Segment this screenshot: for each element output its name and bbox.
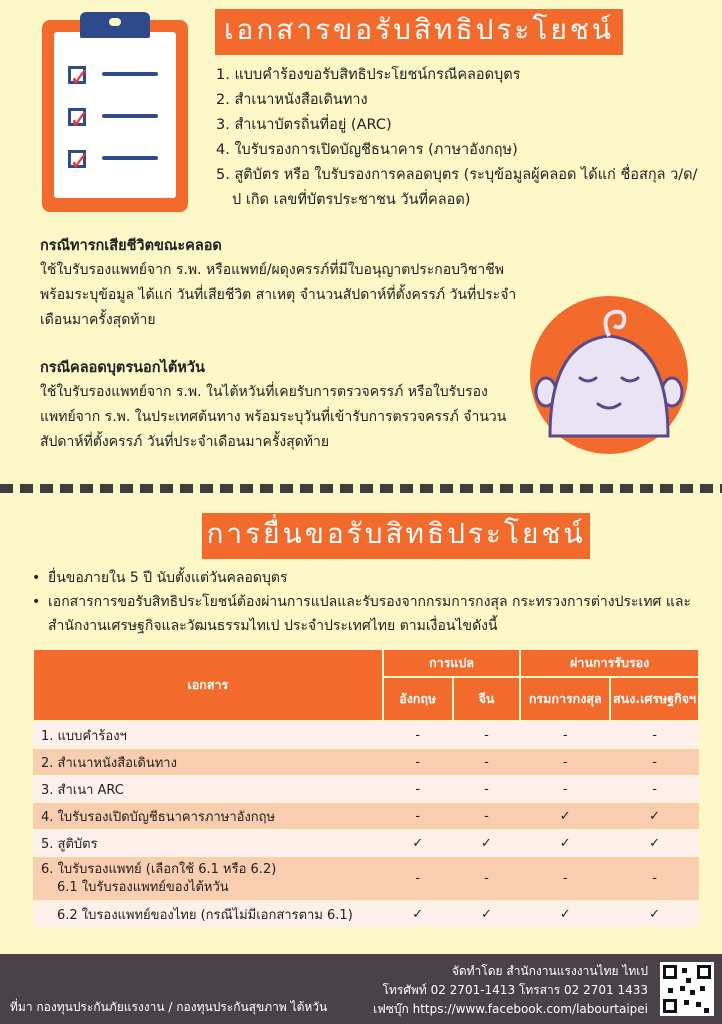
table-row [33, 857, 699, 901]
mark-cell: ✓ [383, 901, 453, 928]
mark-cell: - [610, 721, 699, 749]
mark-cell: ✓ [610, 830, 699, 857]
table-row [33, 901, 699, 928]
list-item: 1. แบบคำร้องขอรับสิทธิประโยชน์กรณีคลอดบุตร [216, 67, 521, 83]
group-header-translation: การแปล [383, 649, 521, 677]
row-document: 4. ใบรับรองเปิดบัญชีธนาคารภาษาอังกฤษ [33, 803, 383, 830]
list-item: 2. สำเนาหนังสือเดินทาง [216, 92, 368, 108]
mark-cell: - [453, 776, 521, 803]
mark-cell: - [453, 803, 521, 830]
mark-cell: - [610, 857, 699, 901]
qr-code-icon[interactable] [660, 962, 714, 1016]
row-document: 5. สูติบัตร [33, 830, 383, 857]
mark-cell: - [520, 721, 610, 749]
list-item: • ยื่นขอภายใน 5 ปี นับตั้งแต่วันคลอดบุตร [30, 566, 700, 590]
column-header-document: เอกสาร [33, 649, 383, 721]
row-document: 1. แบบคำร้องฯ [33, 721, 383, 749]
mark-cell: - [520, 749, 610, 776]
mark-cell: ✓ [383, 830, 453, 857]
documents-title: เอกสารขอรับสิทธิประโยชน์ [215, 9, 623, 55]
contact-info [373, 962, 648, 1019]
mark-cell: - [610, 776, 699, 803]
section-body: ใช้ใบรับรองแพทย์จาก ร.พ. หรือแพทย์/ผดุงครรภ์ที่มีใบอนุญาตประกอบวิชาชีพ พร้อมระบุข้อมูล ได้แก่ วันที่เสียชีวิต สาเหตุ จำนวนสัปดาห์ที่ตั้งครรภ์ วันที่ประจำเดือนมาครั้งสุดท้าย [40, 262, 517, 328]
column-header-chinese: จีน [453, 677, 521, 721]
row-document: 3. สำเนา ARC [33, 776, 383, 803]
mark-cell: ✓ [610, 901, 699, 928]
list-item: 4. ใบรับรองการเปิดบัญชีธนาคาร (ภาษาอังกฤษ) [216, 142, 518, 158]
mark-cell: - [453, 857, 521, 901]
mark-cell: ✓ [520, 830, 610, 857]
made-by: จัดทำโดย สำนักงานแรงงานไทย ไทเป [451, 964, 648, 978]
mark-cell: - [453, 749, 521, 776]
mark-cell: - [610, 749, 699, 776]
baby-face-icon [530, 296, 688, 454]
requirements-table [32, 648, 700, 927]
mark-cell: ✓ [453, 830, 521, 857]
list-item: 5. สูติบัตร หรือ ใบรับรองการคลอดบุตร (ระบุข้อมูลผู้คลอด ได้แก่ ชื่อสกุล ว/ด/ป เกิด เลขที่บัตรประชาชน วันที่คลอด) [216, 167, 698, 208]
mark-cell: - [383, 776, 453, 803]
section-body: ใช้ใบรับรองแพทย์จาก ร.พ. ในไต้หวันที่เคยรับการตรวจครรภ์ หรือใบรับรองแพทย์จาก ร.พ. ในประเทศต้นทาง พร้อมระบุวันที่เข้ารับการตรวจครรภ์ จำนวนสัปดาห์ที่ตั้งครรภ์ วันที่ประจำเดือนมาครั้งสุดท้าย [40, 384, 507, 450]
row-document-main: 6. ใบรับรองแพทย์ (เลือกใช้ 6.1 หรือ 6.2) [41, 861, 277, 877]
application-title: การยื่นขอรับสิทธิประโยชน์ [202, 513, 590, 559]
table-row [33, 776, 699, 803]
row-document: 2. สำเนาหนังสือเดินทาง [33, 749, 383, 776]
source-text: ที่มา กองทุนประกันภัยแรงงาน / กองทุนประกันสุขภาพ ไต้หวัน [10, 1000, 328, 1014]
column-header-teco: สนง.เศรษฐกิจฯ [610, 677, 699, 721]
section-heading: กรณีทารกเสียชีวิตขณะคลอด [40, 238, 222, 254]
row-document: 6.2 ใบรองแพทย์ของไทย (กรณีไม่มีเอกสารตาม 6.1) [33, 901, 383, 928]
phone-fax: โทรศัพท์ 02 2701-1413 โทรสาร 02 2701 1433 [382, 983, 648, 997]
mark-cell: ✓ [610, 803, 699, 830]
group-header-certification: ผ่านการรับรอง [520, 649, 699, 677]
mark-cell: ✓ [453, 901, 521, 928]
mark-cell: ✓ [520, 901, 610, 928]
section-heading: กรณีคลอดบุตรนอกไต้หวัน [40, 360, 205, 376]
mark-cell: - [383, 857, 453, 901]
mark-cell: - [453, 721, 521, 749]
footer [0, 954, 722, 1024]
column-header-english: อังกฤษ [383, 677, 453, 721]
table-row [33, 830, 699, 857]
clipboard-checklist-icon: ✓ ✓ ✓ [42, 12, 188, 212]
table-row [33, 803, 699, 830]
stillbirth-section [40, 234, 520, 333]
list-item: 3. สำเนาบัตรถิ่นที่อยู่ (ARC) [216, 117, 392, 133]
mark-cell: ✓ [520, 803, 610, 830]
mark-cell: - [383, 803, 453, 830]
column-header-consular: กรมการกงสุล [520, 677, 610, 721]
mark-cell: - [383, 749, 453, 776]
document-list [216, 63, 706, 213]
facebook-link[interactable]: เฟซบุ๊ก https://www.facebook.com/labourtaipei [373, 1002, 648, 1016]
table-row [33, 749, 699, 776]
mark-cell: - [383, 721, 453, 749]
mark-cell: - [520, 857, 610, 901]
row-document-sub: 6.1 ใบรับรองแพทย์ของไต้หวัน [57, 879, 229, 895]
table-row [33, 721, 699, 749]
list-item: • เอกสารการขอรับสิทธิประโยชน์ต้องผ่านการแปลและรับรองจากกรมการกงสุล กระทรวงการต่างประเทศ และสำนักงานเศรษฐกิจและวัฒนธรรมไทเป ประจำประเทศไทย ตามเงื่อนไขดังนี้ [30, 590, 700, 638]
application-bullets [30, 566, 700, 638]
mark-cell: - [520, 776, 610, 803]
row-document [33, 857, 383, 901]
abroad-birth-section [40, 356, 520, 455]
dashed-divider [0, 484, 722, 493]
